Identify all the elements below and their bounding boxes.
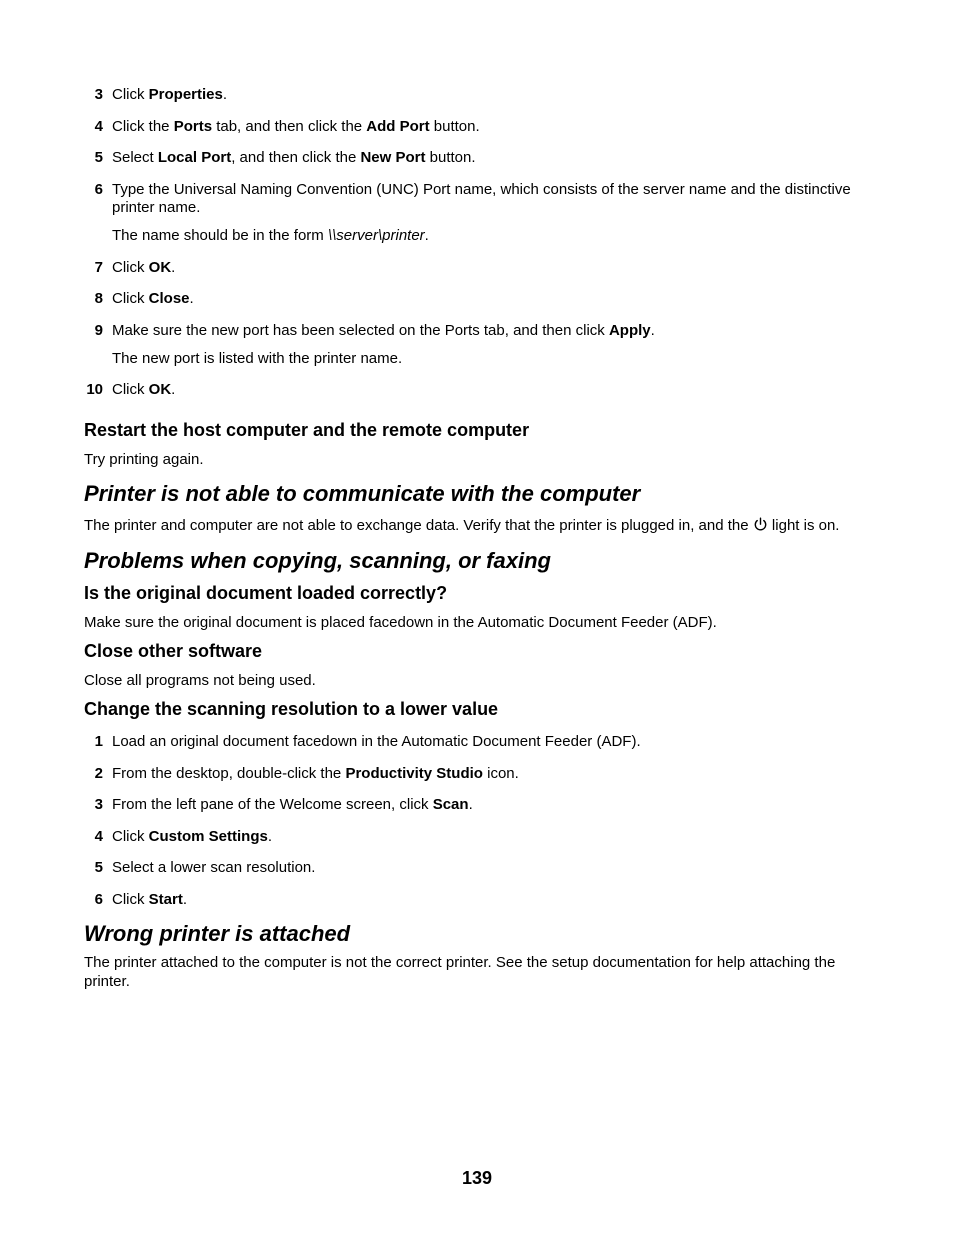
step-text: button. xyxy=(429,118,480,135)
step-text: . xyxy=(650,322,655,339)
ui-term-local-port: Local Port xyxy=(157,149,232,166)
page-number: 139 xyxy=(461,1168,493,1188)
step-number: 3 xyxy=(94,796,103,813)
step-text: Select xyxy=(112,149,158,166)
step-text: Make sure the new port has been selected on the Ports tab, and then click xyxy=(112,322,609,339)
step-text: Click xyxy=(112,381,149,398)
step-text: . xyxy=(222,86,228,103)
step-text: tab, and then click the xyxy=(212,118,367,135)
heading-scan-resolution: Change the scanning resolution to a lower value xyxy=(84,699,499,719)
step-number: 10 xyxy=(86,381,103,398)
step-number: 6 xyxy=(94,891,103,908)
heading-wrong-printer: Wrong printer is attached xyxy=(84,921,351,946)
step-text: Load an original document facedown in the Automatic Document Feeder (ADF). xyxy=(112,733,641,750)
ui-term-new-port: New Port xyxy=(360,149,426,166)
step-number: 7 xyxy=(94,259,103,276)
ui-term-ok: OK xyxy=(148,381,172,398)
close-software-body: Close all programs not being used. xyxy=(84,672,316,689)
step-number: 4 xyxy=(94,828,103,845)
unc-path-example: \\server\printer xyxy=(327,227,425,244)
step-text: Click xyxy=(112,86,149,103)
step-number: 1 xyxy=(94,733,103,750)
step-text: Click xyxy=(112,259,149,276)
step-text: . xyxy=(468,796,473,813)
step-text: , and then click the xyxy=(231,149,361,166)
ui-term-scan: Scan xyxy=(432,796,469,813)
restart-body: Try printing again. xyxy=(84,451,204,468)
original-loaded-body: Make sure the original document is placed facedown in the Automatic Document Feeder (ADF). xyxy=(84,614,717,631)
power-icon xyxy=(753,517,768,537)
step-9-note: The new port is listed with the printer name. xyxy=(112,350,403,367)
step-number: 3 xyxy=(94,86,103,103)
ui-term-add-port: Add Port xyxy=(366,118,430,135)
step-text: . xyxy=(171,259,176,276)
step-text: Click the xyxy=(112,118,174,135)
step-text: Type the Universal Naming Convention (UNC) Port name, which consists of the server name and the distinctive printer name. xyxy=(112,181,851,216)
step-number: 2 xyxy=(94,765,103,782)
heading-restart: Restart the host computer and the remote computer xyxy=(84,420,530,440)
step-number: 6 xyxy=(94,181,103,198)
step-text: From the left pane of the Welcome screen, click xyxy=(112,796,433,813)
wrong-printer-body: The printer attached to the computer is not the correct printer. See the setup documentation for help attaching the printer. xyxy=(84,954,836,990)
ui-term-apply: Apply xyxy=(608,322,651,339)
ui-term-start: Start xyxy=(148,891,183,908)
step-text: button. xyxy=(425,149,476,166)
step-text: From the desktop, double-click the xyxy=(112,765,346,782)
step-text: . xyxy=(182,891,188,908)
step-text: . xyxy=(267,828,273,845)
step-text: . xyxy=(171,381,176,398)
heading-problems: Problems when copying, scanning, or faxing xyxy=(84,548,551,573)
step-6-note: The name should be in the form \\server\printer. xyxy=(112,227,429,244)
step-text: Click xyxy=(112,891,149,908)
heading-close-software: Close other software xyxy=(84,641,263,661)
ui-term-properties: Properties xyxy=(148,86,223,103)
step-number: 9 xyxy=(94,322,103,339)
ui-term-ok: OK xyxy=(148,259,172,276)
step-text: icon. xyxy=(482,765,519,782)
step-text: . xyxy=(189,290,194,307)
step-number: 5 xyxy=(94,149,103,166)
step-number: 8 xyxy=(94,290,103,307)
ui-term-ports: Ports xyxy=(173,118,213,135)
ui-term-close: Close xyxy=(148,290,190,307)
heading-communicate: Printer is not able to communicate with the computer xyxy=(84,481,641,506)
step-text: Click xyxy=(112,828,149,845)
step-text: Click xyxy=(112,290,149,307)
step-number: 4 xyxy=(94,118,103,135)
step-text: Select a lower scan resolution. xyxy=(112,859,316,876)
heading-original-loaded: Is the original document loaded correctly? xyxy=(84,583,448,603)
ui-term-custom-settings: Custom Settings xyxy=(148,828,268,845)
communicate-body: The printer and computer are not able to exchange data. Verify that the printer is plugged in, and the light is on. xyxy=(84,516,874,537)
ui-term-productivity-studio: Productivity Studio xyxy=(345,765,483,782)
step-number: 5 xyxy=(94,859,103,876)
